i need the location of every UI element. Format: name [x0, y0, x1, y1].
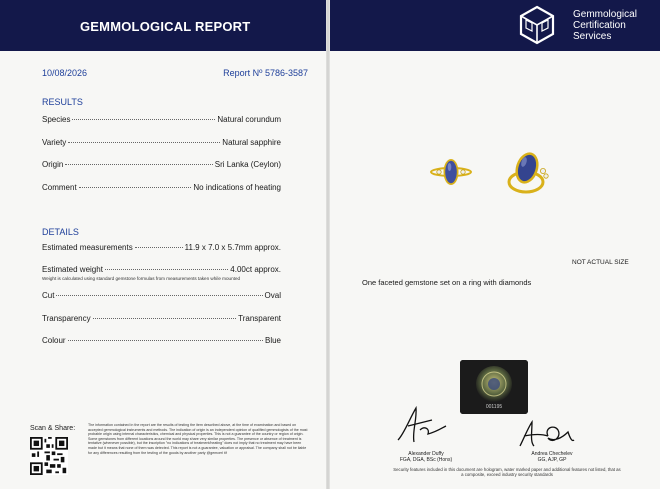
report-number: Report Nº 5786-3587 [223, 68, 308, 78]
row-label: Variety [42, 138, 67, 147]
detail-row-colour [42, 336, 281, 345]
brand-name [573, 9, 637, 42]
row-label: Colour [42, 336, 66, 345]
row-label: Transparency [42, 314, 91, 323]
row-value: No indications of heating [193, 183, 281, 192]
detail-row-transparency [42, 314, 281, 323]
brand-header-bar [330, 0, 660, 51]
weight-note: Weight is calculated using standard gemstone formulas from measurements taken while mounted [42, 276, 241, 281]
item-description: One faceted gemstone set on a ring with diamonds [362, 278, 532, 287]
row-value: Natural corundum [217, 115, 281, 124]
result-row-variety [42, 138, 281, 147]
brand-line: Services [573, 31, 612, 42]
row-label: Estimated measurements [42, 243, 133, 252]
signatory-title: GG, AJP, GP [537, 457, 567, 463]
report-left-page [0, 0, 327, 489]
qr-code-icon[interactable] [30, 437, 68, 475]
result-row-origin [42, 160, 281, 169]
not-actual-size-label: NOT ACTUAL SIZE [572, 259, 629, 266]
gcs-logo-icon [517, 5, 557, 45]
scan-share-label: Scan & Share: [30, 425, 76, 432]
brand-line: Gemmological [573, 9, 637, 20]
detail-row-cut [42, 291, 281, 300]
row-value: 4.00ct approx. [230, 265, 281, 274]
row-value: Oval [264, 291, 281, 300]
row-value: 11.9 x 7.0 x 5.7mm approx. [184, 243, 281, 252]
row-label: Species [42, 115, 71, 124]
report-right-page [330, 0, 660, 489]
signatory-name: Andrea Chechelev [531, 451, 573, 457]
ring-photo-front [430, 150, 472, 194]
hologram-seal [460, 360, 528, 414]
signatory-1 [390, 451, 462, 463]
row-label: Origin [42, 160, 64, 169]
result-row-species [42, 115, 281, 124]
row-value: Natural sapphire [222, 138, 281, 147]
row-value: Blue [264, 336, 281, 345]
signatory-2 [516, 451, 588, 463]
signature-duffy [390, 404, 450, 448]
disclaimer-text: The information contained in the report are the results of testing the item described above, at the time of examination and based on accepted gemmological instruments and methods. The indication of origin is an independent opinion of qualified gemmologists of the most probable origin using internal characteristics, chemical and physical properties. This is not a guarantee of the country or region of origin. Some gemstones from different locations around the world may share very similar properties. The presence or absence of treatment is tentative (whenever possible), but the inscription "no indications of treatment/heating" does not imply that no treatment may have been made but it means that none of them was detected. This report is not a guarantee, valuation or appraisal. The company shall not be liable for any differences resulting from the testing of the goods by another party @gemcerl tif [88, 423, 308, 455]
row-value: Sri Lanka (Ceylon) [214, 160, 281, 169]
hologram-code: 001195 [485, 404, 503, 410]
row-value: Transparent [238, 314, 281, 323]
detail-row-measurements [42, 243, 281, 252]
signatory-title: FGA, DGA, BSc (Hons) [399, 457, 453, 463]
signature-chechelev [514, 416, 578, 454]
signatory-name: Alexander Duffy [408, 451, 444, 457]
detail-row-weight [42, 265, 281, 274]
report-title: GEMMOLOGICAL REPORT [80, 19, 251, 34]
brand-line: Certification [573, 20, 626, 31]
row-label: Comment [42, 183, 77, 192]
result-row-comment [42, 183, 281, 192]
security-note: Security features included in this document are hologram, water marked paper and additional features not listed, that as a composite, exceed industry security standards [393, 467, 621, 477]
report-date: 10/08/2026 [42, 68, 88, 78]
row-label: Estimated weight [42, 265, 103, 274]
results-heading: RESULTS [42, 97, 83, 107]
details-heading: DETAILS [42, 227, 79, 237]
row-label: Cut [42, 291, 55, 300]
ring-photo-angled [502, 146, 554, 198]
header-bar [0, 0, 327, 51]
